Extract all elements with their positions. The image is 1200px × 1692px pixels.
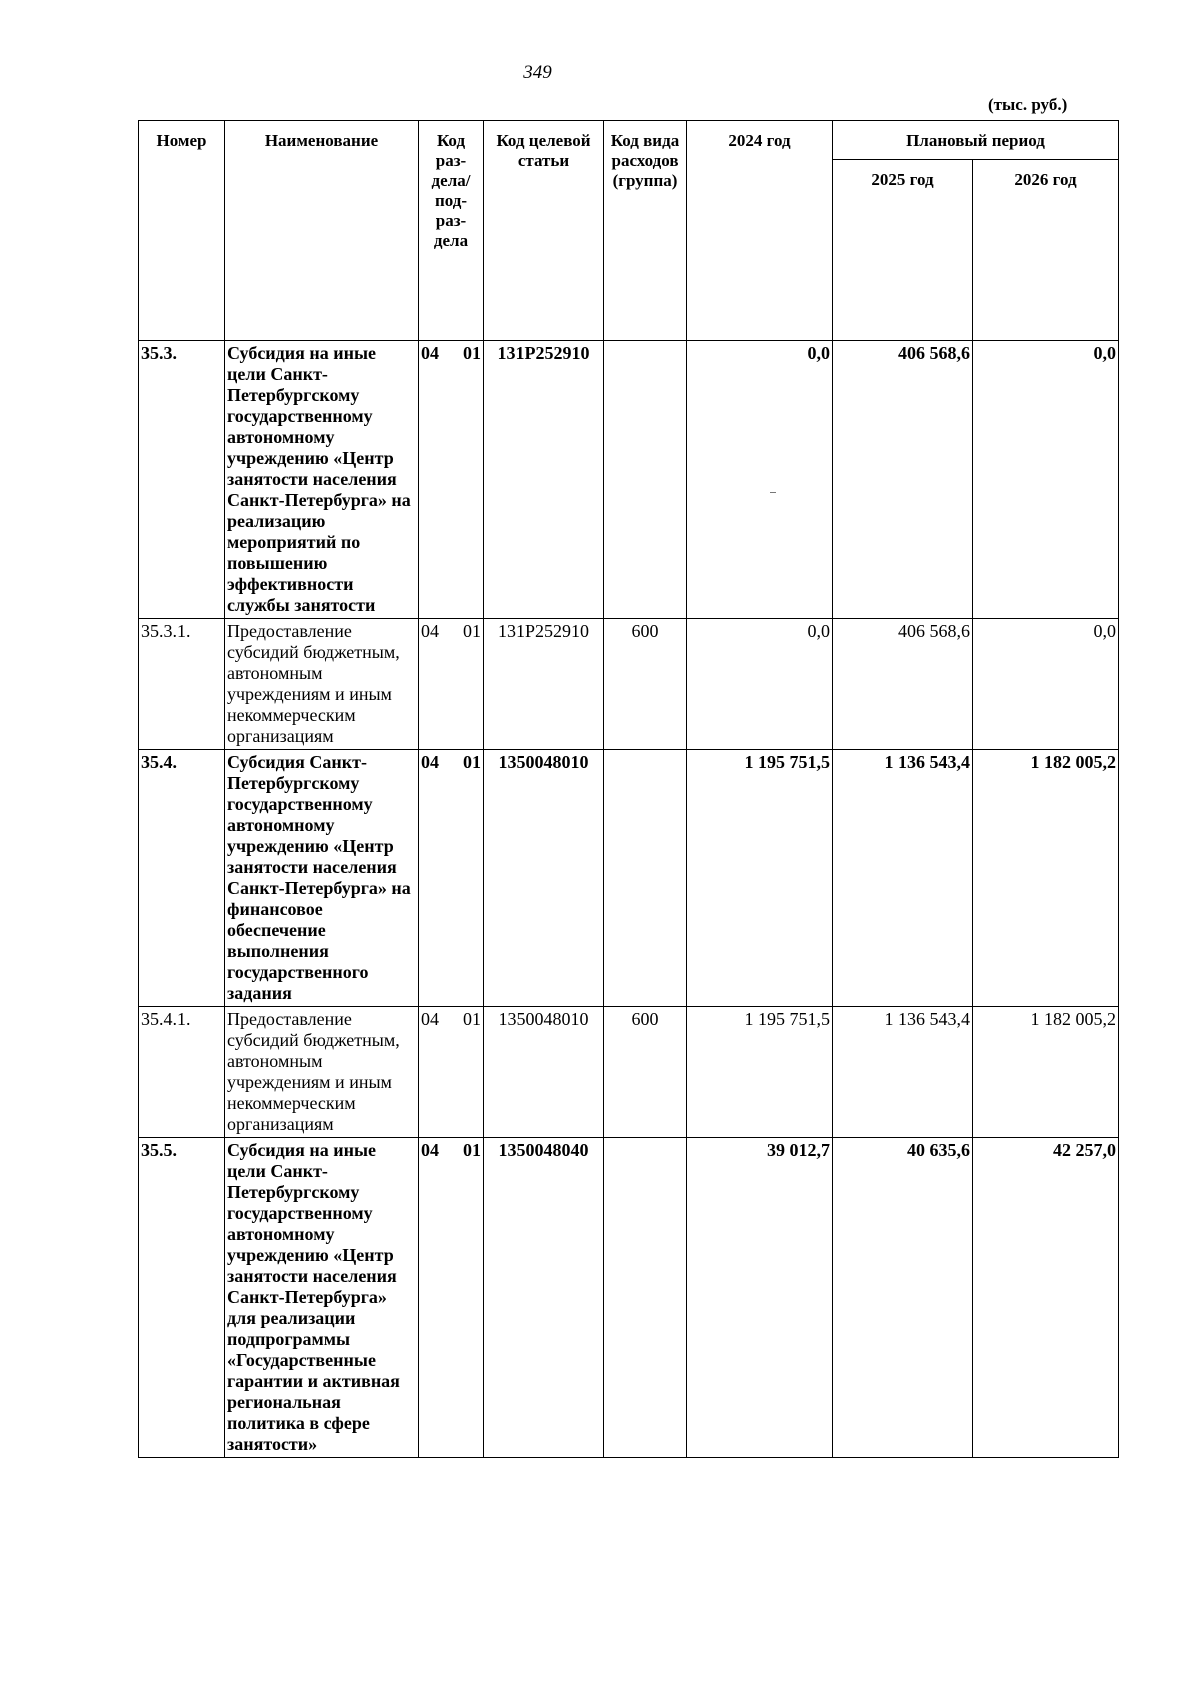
section: 04 [421,621,439,641]
row-2026: 1 182 005,2 [973,750,1119,1007]
header-name: Наименование [225,121,419,341]
row-number: 35.3.1. [139,619,225,750]
table-row [139,619,1119,750]
row-expense-type [604,1138,687,1458]
row-name: Субсидия Санкт-Петербургскому государственному автономному учреждению «Центр занятости населения Санкт-Петербурга» на финансовое обеспечение выполнения государственного задания [225,750,419,1007]
header-planned-period: Плановый период [833,121,1119,160]
row-name: Предоставление субсидий бюджетным, автономным учреждениям и иным некоммерческим организациям [225,619,419,750]
subsection: 01 [463,1009,481,1029]
header-year-2026: 2026 год [973,160,1119,341]
header-section-code: Код раз-дела/ под-раз-дела [419,121,484,341]
row-number: 35.3. [139,341,225,619]
section: 04 [421,1009,439,1029]
row-target-code: 131P252910 [484,619,604,750]
row-name: Субсидия на иные цели Санкт-Петербургскому государственному автономному учреждению «Центр занятости населения Санкт-Петербурга» на реализацию мероприятий по повышению эффективности службы занятости [225,341,419,619]
row-2025: 406 568,6 [833,619,973,750]
row-name: Предоставление субсидий бюджетным, автономным учреждениям и иным некоммерческим организациям [225,1007,419,1138]
row-2024: 0,0 [687,619,833,750]
row-number: 35.4.1. [139,1007,225,1138]
row-name: Субсидия на иные цели Санкт-Петербургскому государственному автономному учреждению «Центр занятости населения Санкт-Петербурга» для реализации подпрограммы «Государственные гарантии и активная региональная политика в сфере занятости» [225,1138,419,1458]
row-target-code: 1350048010 [484,750,604,1007]
row-section-code [419,1007,484,1138]
header-number: Номер [139,121,225,341]
table-row [139,341,1119,619]
row-target-code: 131P252910 [484,341,604,619]
row-target-code: 1350048010 [484,1007,604,1138]
row-section-code [419,750,484,1007]
header-row [139,121,1119,160]
subsection: 01 [463,621,481,641]
section: 04 [421,752,439,772]
row-section-code [419,341,484,619]
header-target-code: Код целевой статьи [484,121,604,341]
row-2024: 0,0 [687,341,833,619]
row-expense-type: 600 [604,1007,687,1138]
row-2026: 1 182 005,2 [973,1007,1119,1138]
row-2025: 1 136 543,4 [833,750,973,1007]
section: 04 [421,343,439,363]
row-number: 35.4. [139,750,225,1007]
row-2026: 0,0 [973,619,1119,750]
header-year-2024: 2024 год [687,121,833,341]
row-2026: 42 257,0 [973,1138,1119,1458]
row-expense-type [604,750,687,1007]
unit-note: (тыс. руб.) [988,95,1068,114]
section: 04 [421,1140,439,1160]
row-2024: 1 195 751,5 [687,1007,833,1138]
row-number: 35.5. [139,1138,225,1458]
header-year-2025: 2025 год [833,160,973,341]
row-expense-type [604,341,687,619]
row-expense-type: 600 [604,619,687,750]
row-2025: 406 568,6 [833,341,973,619]
subsection: 01 [463,343,481,363]
page-number: 349 [523,62,552,83]
budget-table [138,120,1119,1458]
row-section-code [419,1138,484,1458]
row-2026: 0,0 [973,341,1119,619]
subsection: 01 [463,1140,481,1160]
header-expense-type: Код вида расходов (группа) [604,121,687,341]
row-section-code [419,619,484,750]
table-row [139,1007,1119,1138]
subsection: 01 [463,752,481,772]
table-row [139,1138,1119,1458]
row-2025: 40 635,6 [833,1138,973,1458]
row-2025: 1 136 543,4 [833,1007,973,1138]
table-row [139,750,1119,1007]
row-target-code: 1350048040 [484,1138,604,1458]
row-2024: 1 195 751,5 [687,750,833,1007]
row-2024: 39 012,7 [687,1138,833,1458]
